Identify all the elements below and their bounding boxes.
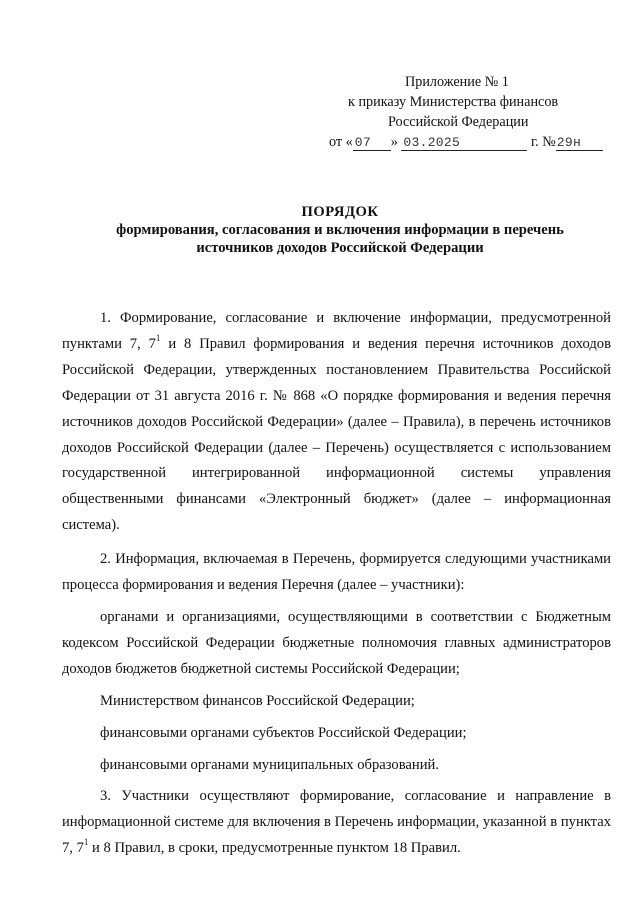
paragraph-1 xyxy=(62,306,611,539)
paragraph-1-text-b: и 8 Правил формирования и ведения перечня источников доходов Российской Федерации, утвержденных постановлением Правительства Российской Федерации от 31 августа 2016 г. № 868 «О порядке формирования и ведения перечня источников доходов Российской Федерации» (далее – Правила), в перечень источников доходов Российской Федерации (далее – Перечень) осуществляется с использованием государственной интегрированной информационной системы управления общественными финансами «Электронный бюджет» (далее – информационная система). xyxy=(62,335,611,534)
list-item-4: финансовыми органами муниципальных образований. xyxy=(100,756,439,773)
annex-number-value: 29н xyxy=(556,135,582,150)
annex-from-label: от « xyxy=(329,134,353,150)
annex-day-value: 07 xyxy=(354,135,371,150)
list-item-2: Министерством финансов Российской Федерации; xyxy=(100,692,415,709)
list-item-1: органами и организациями, осуществляющими в соответствии с Бюджетным кодексом Российской Федерации бюджетные полномочия главных администраторов доходов бюджетов бюджетной системы Российской Федерации; xyxy=(62,608,611,677)
title-subtitle-line-1: формирования, согласования и включения информации в перечень xyxy=(116,222,564,238)
title-subtitle-line-2: источников доходов Российской Федерации xyxy=(196,240,484,256)
list-item-3: финансовыми органами субъектов Российской Федерации; xyxy=(100,724,467,741)
paragraph-2: 2. Информация, включаемая в Перечень, формируется следующими участниками процесса формирования и ведения Перечня (далее – участники): xyxy=(62,551,611,594)
annex-number-field xyxy=(556,135,603,151)
document-body xyxy=(62,306,611,862)
paragraph-3-text-b: и 8 Правил, в сроки, предусмотренные пунктом 18 Правил. xyxy=(88,840,461,857)
document-title xyxy=(80,203,600,257)
paragraph-3-text-a: 3. Участники осуществляют формирование, согласование и направление в информационной системе для включения в Перечень информации, указанной в пунктах 7, 7 xyxy=(62,788,611,857)
annex-year-label: г. № xyxy=(530,134,556,150)
paragraph-3 xyxy=(62,784,611,862)
paragraph-1-superscript: 1 xyxy=(155,333,161,344)
annex-date-field xyxy=(401,135,527,151)
annex-order-line: к приказу Министерства финансов xyxy=(348,94,559,110)
annex-day-field xyxy=(353,135,391,151)
annex-title: Приложение № 1 xyxy=(405,74,509,90)
annex-header xyxy=(312,72,612,152)
paragraph-1-text-a: 1. Формирование, согласование и включение информации, предусмотренной пунктами 7, 7 xyxy=(62,310,611,352)
annex-date-value: 03.2025 xyxy=(403,135,461,150)
paragraph-3-superscript: 1 xyxy=(83,837,89,848)
annex-close-quote: » xyxy=(390,134,398,150)
title-heading: ПОРЯДОК xyxy=(301,204,379,220)
annex-federation-line: Российской Федерации xyxy=(388,114,529,130)
annex-date-line xyxy=(329,132,612,152)
